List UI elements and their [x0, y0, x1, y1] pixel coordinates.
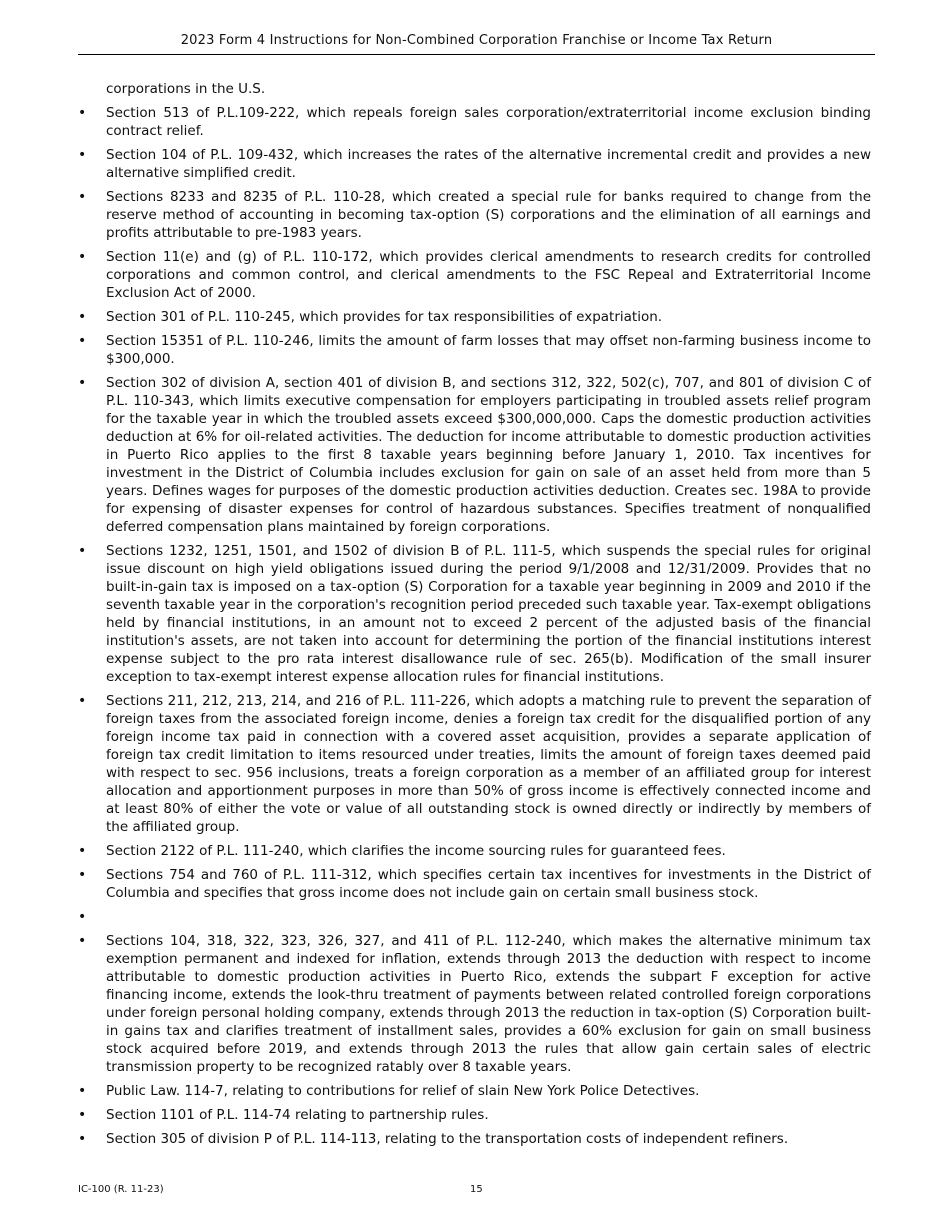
- list-item: [78, 146, 871, 182]
- list-item-text: Sections 754 and 760 of P.L. 111-312, which specifies certain tax incentives for investments in the District of Columbia and specifies that gross income does not include gain on certain small business stock.: [106, 867, 871, 901]
- page-content: [78, 80, 871, 1154]
- bullet-icon: •: [78, 249, 87, 265]
- footer-page-number: 15: [470, 1184, 483, 1195]
- list-item: [78, 1106, 871, 1124]
- list-item-text: Section 1101 of P.L. 114-74 relating to partnership rules.: [106, 1107, 489, 1123]
- bullet-icon: •: [78, 909, 87, 925]
- list-item-text: Sections 104, 318, 322, 323, 326, 327, and 411 of P.L. 112-240, which makes the alternative minimum tax exemption permanent and indexed for inflation, extends through 2013 the deduction with respect to income attributable to domestic production activities in Puerto Rico, extends the subpart F exception for active financing income, extends the look-thru treatment of payments between related controlled foreign corporations under foreign personal holding company, extends through 2013 the reduction in tax-option (S) Corporation built-in gains tax and clarifies treatment of installment sales, provides a 60% exclusion for gain on small business stock acquired before 2019, and extends through 2013 the rules that allow gain certain sales of electric transmission property to be recognized ratably over 8 taxable years.: [106, 933, 871, 1075]
- bullet-icon: •: [78, 693, 87, 709]
- list-item-text: Section 15351 of P.L. 110-246, limits the amount of farm losses that may offset non-farming business income to $300,000.: [106, 333, 871, 367]
- list-item: [78, 188, 871, 242]
- list-item: [78, 908, 871, 926]
- list-item-text: Sections 8233 and 8235 of P.L. 110-28, which created a special rule for banks required to change from the reserve method of accounting in becoming tax-option (S) corporations and the elimination of all earnings and profits attributable to pre-1983 years.: [106, 189, 871, 241]
- bullet-icon: •: [78, 1107, 87, 1123]
- bullet-icon: •: [78, 375, 87, 391]
- footer-form-id: IC-100 (R. 11-23): [78, 1184, 164, 1195]
- list-item: [78, 842, 871, 860]
- list-item: [78, 332, 871, 368]
- bullet-icon: •: [78, 309, 87, 325]
- continuation-text: corporations in the U.S.: [106, 81, 266, 97]
- list-item-text: Sections 1232, 1251, 1501, and 1502 of division B of P.L. 111-5, which suspends the special rules for original issue discount on high yield obligations issued during the period 9/1/2008 and 12/31/2009. Provides that no built-in-gain tax is imposed on a tax-option (S) Corporation for a taxable year beginning in 2009 and 2010 if the seventh taxable year in the corporation's recognition period preceded such taxable year. Tax-exempt obligations held by financial institutions, in an amount not to exceed 2 percent of the adjusted basis of the financial institution's assets, are not taken into account for determining the portion of the financial institutions interest expense subject to the pro rata interest disallowance rule of sec. 265(b). Modification of the small insurer exception to tax-exempt interest expense allocation rules for financial institutions.: [106, 543, 871, 685]
- list-item: [78, 1082, 871, 1100]
- list-item: [78, 1130, 871, 1148]
- list-item-text: Public Law. 114-7, relating to contributions for relief of slain New York Police Detectives.: [106, 1083, 700, 1099]
- list-item-text: Section 104 of P.L. 109-432, which increases the rates of the alternative incremental credit and provides a new alternative simplified credit.: [106, 147, 871, 181]
- list-item: [78, 866, 871, 902]
- list-item-text: Section 11(e) and (g) of P.L. 110-172, which provides clerical amendments to research credits for controlled corporations and common control, and clerical amendments to the FSC Repeal and Extraterritorial Income Exclusion Act of 2000.: [106, 249, 871, 301]
- bullet-icon: •: [78, 867, 87, 883]
- list-item: [78, 542, 871, 686]
- bullet-icon: •: [78, 189, 87, 205]
- legislation-bullet-list: [78, 104, 871, 1148]
- bullet-icon: •: [78, 147, 87, 163]
- bullet-icon: •: [78, 933, 87, 949]
- list-item: [78, 104, 871, 140]
- list-item: [78, 248, 871, 302]
- page-header-title: 2023 Form 4 Instructions for Non-Combined Corporation Franchise or Income Tax Return: [180, 33, 773, 48]
- bullet-icon: •: [78, 843, 87, 859]
- list-item: [78, 932, 871, 1076]
- list-item-text: Section 302 of division A, section 401 of division B, and sections 312, 322, 502(c), 707, and 801 of division C of P.L. 110-343, which limits executive compensation for employers participating in troubled assets relief program for the taxable year in which the troubled assets exceed $300,000,000. Caps the domestic production activities deduction at 6% for oil-related activities. The deduction for income attributable to domestic production activities in Puerto Rico applies to the first 8 taxable years beginning before January 1, 2010. Tax incentives for investment in the District of Columbia includes exclusion for gain on sale of an asset held from more than 5 years. Defines wages for purposes of the domestic production activities deduction. Creates sec. 198A to provide for expensing of disaster expenses for control of hazardous substances. Specifies treatment of nonqualified deferred compensation plans maintained by foreign corporations.: [106, 375, 871, 535]
- header-divider: [78, 54, 875, 55]
- list-item: [78, 374, 871, 536]
- list-item: [78, 308, 871, 326]
- list-item-text: Section 305 of division P of P.L. 114-113, relating to the transportation costs of independent refiners.: [106, 1131, 789, 1147]
- list-item-text: Section 513 of P.L.109-222, which repeals foreign sales corporation/extraterritorial income exclusion binding contract relief.: [106, 105, 871, 139]
- list-item-text: Section 301 of P.L. 110-245, which provides for tax responsibilities of expatriation.: [106, 309, 663, 325]
- list-item-text: Section 2122 of P.L. 111-240, which clarifies the income sourcing rules for guaranteed fees.: [106, 843, 726, 859]
- bullet-icon: •: [78, 333, 87, 349]
- bullet-icon: •: [78, 1131, 87, 1147]
- bullet-icon: •: [78, 1083, 87, 1099]
- list-item: [78, 692, 871, 836]
- bullet-icon: •: [78, 105, 87, 121]
- bullet-icon: •: [78, 543, 87, 559]
- list-item-text: Sections 211, 212, 213, 214, and 216 of P.L. 111-226, which adopts a matching rule to prevent the separation of foreign taxes from the associated foreign income, denies a foreign tax credit for the disqualified portion of any foreign income tax paid in connection with a covered asset acquisition, provides a separate application of foreign tax credit limitation to items resourced under treaties, limits the amount of foreign taxes deemed paid with respect to sec. 956 inclusions, treats a foreign corporation as a member of an affiliated group for interest allocation and apportionment purposes in more than 50% of gross income is effectively connected income and at least 80% of either the vote or value of all outstanding stock is owned directly or indirectly by members of the affiliated group.: [106, 693, 871, 835]
